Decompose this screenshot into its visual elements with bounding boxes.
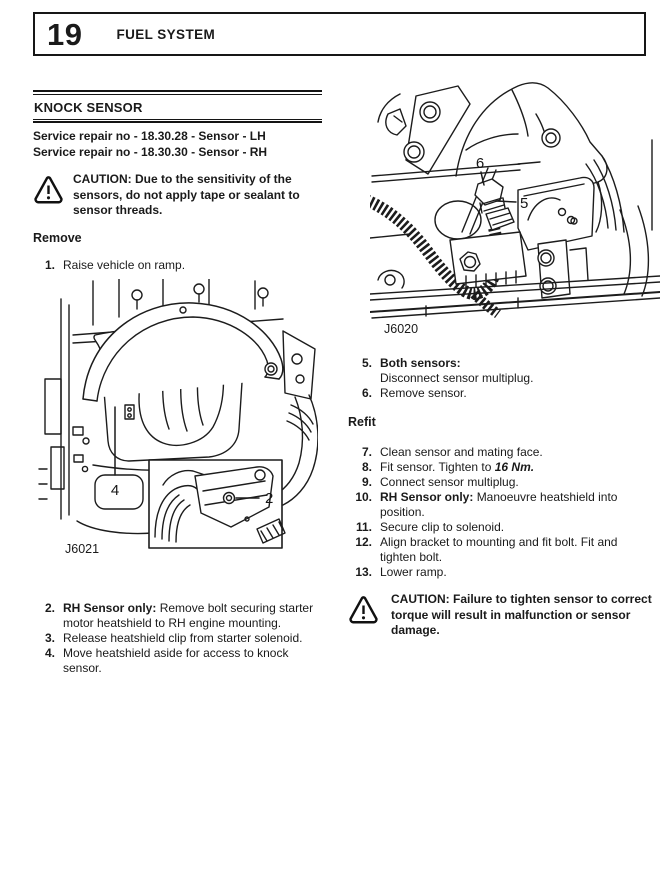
step-item <box>33 631 322 646</box>
callout-2-label: 2 <box>265 489 274 507</box>
left-column <box>33 90 322 676</box>
step-number: 8. <box>361 460 372 474</box>
step-text: RH Sensor only: Manoeuvre heatshield into position. <box>380 490 618 519</box>
step-item <box>348 475 656 490</box>
step-item <box>348 445 656 460</box>
service-repair-line-rh: Service repair no - 18.30.30 - Sensor - RH <box>33 144 268 159</box>
step-text: Both sensors: Disconnect sensor multiplug. <box>380 356 534 385</box>
caution-text-refit: CAUTION: Failure to tighten sensor to correct torque will result in malfunction or sensor damage. <box>391 592 652 637</box>
chapter-header-box <box>33 12 646 56</box>
chapter-number: 19 <box>47 16 83 52</box>
caution-block-refit <box>348 592 656 639</box>
step-number: 10. <box>355 490 372 504</box>
step-text: Fit sensor. Tighten to 16 Nm. <box>380 460 535 474</box>
engine-illustration-knock-sensor-location <box>370 80 660 325</box>
callout-4-label: 4 <box>110 481 120 499</box>
caution-block-remove <box>33 172 322 219</box>
service-repair-line-lh: Service repair no - 18.30.28 - Sensor - LH <box>33 129 266 143</box>
step-item <box>348 565 656 580</box>
warning-triangle-icon <box>33 172 73 219</box>
step-number: 6. <box>361 386 372 400</box>
section-heading <box>33 90 322 123</box>
step-text: RH Sensor only: Remove bolt securing starter motor heatshield to RH engine mounting. <box>63 600 314 630</box>
step-number: 11. <box>355 520 372 534</box>
callout-6-label: 6 <box>475 155 485 172</box>
step-text: Clean sensor and mating face. <box>380 445 543 459</box>
step-text: Connect sensor multiplug. <box>380 475 519 489</box>
step-item <box>348 520 656 535</box>
rule-bottom-thin <box>33 119 322 120</box>
figure-caption-j6020: J6020 <box>384 322 419 336</box>
step-number: 12. <box>355 535 372 549</box>
step-number: 4. <box>44 645 55 660</box>
rule-bottom-thick <box>33 121 322 123</box>
rule-top-thin <box>33 94 322 95</box>
step-item <box>348 386 656 401</box>
step-text: Secure clip to solenoid. <box>380 520 505 534</box>
step-item <box>348 460 656 475</box>
step-text: Raise vehicle on ramp. <box>63 257 186 272</box>
figure-caption-j6021: J6021 <box>65 541 100 556</box>
step-text: Move heatshield aside for access to knock sensor. <box>63 645 289 675</box>
figure-j6021 <box>33 279 322 557</box>
section-title: KNOCK SENSOR <box>34 99 143 115</box>
step-number: 9. <box>361 475 372 489</box>
steps-remove-sensors <box>348 356 656 401</box>
refit-heading: Refit <box>348 415 376 429</box>
step-number: 5. <box>361 356 372 370</box>
step-item <box>348 490 656 520</box>
step-item <box>33 601 322 631</box>
step-item <box>33 258 322 273</box>
right-column <box>348 78 656 639</box>
warning-triangle-icon <box>348 592 391 639</box>
step-number: 7. <box>361 445 372 459</box>
step-item <box>348 356 656 386</box>
step-item <box>33 646 322 676</box>
engine-illustration-knock-sensor-heatshield <box>33 279 318 551</box>
step-number: 13. <box>355 565 372 579</box>
step-text: Lower ramp. <box>380 565 447 579</box>
figure-j6020 <box>348 78 656 336</box>
chapter-title: FUEL SYSTEM <box>116 26 216 42</box>
step-number: 3. <box>44 630 55 645</box>
steps-remove-first <box>33 258 322 273</box>
steps-remove-rest <box>33 601 322 676</box>
steps-refit <box>348 445 656 580</box>
callout-5-label: 5 <box>520 195 529 212</box>
step-item <box>348 535 656 565</box>
step-number: 2. <box>44 600 55 615</box>
step-text: Align bracket to mounting and fit bolt. Fit and tighten bolt. <box>380 535 618 564</box>
rule-top-thick <box>33 90 322 92</box>
step-number: 1. <box>44 257 55 272</box>
service-repair-numbers <box>33 129 322 160</box>
step-text: Release heatshield clip from starter solenoid. <box>63 630 303 645</box>
caution-text-remove: CAUTION: Due to the sensitivity of the sensors, do not apply tape or sealant to sensor threads. <box>73 172 300 217</box>
step-text: Remove sensor. <box>380 386 467 400</box>
remove-heading: Remove <box>33 230 82 245</box>
